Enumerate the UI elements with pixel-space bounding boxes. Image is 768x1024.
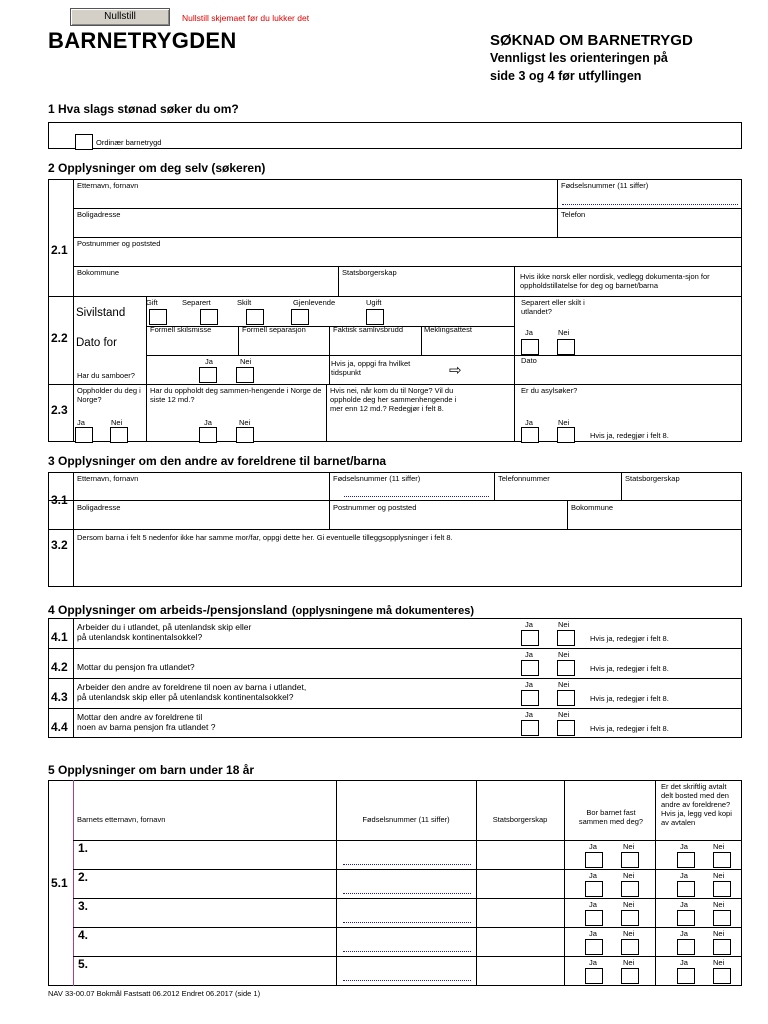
samboer-label: Har du samboer? — [77, 371, 135, 380]
bor-nei-checkbox[interactable] — [621, 881, 639, 897]
avtalt-ja-checkbox[interactable] — [677, 881, 695, 897]
nei-label: Nei — [623, 958, 635, 967]
nei-label: Nei — [111, 418, 123, 427]
s3-dersom-text: Dersom barna i felt 5 nedenfor ikke har samme mor/far, oppgi dette her. Gi eventuelle tilleggsopplysninger i felt 8. — [77, 533, 453, 542]
gjenlevende-checkbox[interactable] — [291, 309, 309, 325]
row-4-ja-checkbox[interactable] — [521, 630, 539, 646]
avtalt-ja-checkbox[interactable] — [677, 910, 695, 926]
row-4-question-2: på utenlandsk skip eller på utenlandsk kontinentalsokkel? — [77, 692, 294, 702]
ja-label: Ja — [680, 871, 688, 880]
nei-label: Nei — [623, 871, 635, 880]
telefon-label: Telefon — [561, 210, 586, 219]
oppholder-label: Oppholder du deg i Norge? — [77, 386, 141, 404]
nei-label: Nei — [713, 842, 725, 851]
s3-etternavn-label: Etternavn, fornavn — [77, 474, 139, 483]
child-fodselsnummer-input[interactable] — [343, 947, 471, 952]
ja-label: Ja — [525, 620, 533, 629]
row-3-1-number: 3.1 — [51, 493, 68, 507]
row-4-ja-checkbox[interactable] — [521, 720, 539, 736]
etternavn-label: Etternavn, fornavn — [77, 181, 139, 190]
ordinaer-checkbox[interactable] — [75, 134, 93, 150]
s3-boligadresse-label: Boligadresse — [77, 503, 121, 512]
form-subtitle-2: side 3 og 4 før utfyllingen — [490, 69, 642, 83]
fodselsnummer-label: Fødselsnummer (11 siffer) — [561, 181, 649, 190]
s3-telefonnummer-label: Telefonnummer — [498, 474, 550, 483]
bokommune-label: Bokommune — [77, 268, 120, 277]
s3-statsborgerskap-label: Statsborgerskap — [625, 474, 680, 483]
fodselsnummer-input[interactable] — [562, 200, 738, 205]
skilt-checkbox[interactable] — [246, 309, 264, 325]
arrow-right-icon: ⇨ — [449, 362, 462, 379]
form-subtitle-1: Vennligst les orienteringen på — [490, 51, 668, 65]
boligadresse-label: Boligadresse — [77, 210, 121, 219]
row-4-number: 4.3 — [51, 690, 68, 704]
footer: NAV 33-00.07 Bokmål Fastsatt 06.2012 Endret 06.2017 (side 1) — [48, 989, 261, 998]
nei-label: Nei — [558, 650, 570, 659]
oppholdt-nei-checkbox[interactable] — [236, 427, 254, 443]
ja-label: Ja — [525, 418, 533, 427]
row-4-ja-checkbox[interactable] — [521, 660, 539, 676]
separert-utland-ja-checkbox[interactable] — [521, 339, 539, 355]
child-row-number: 5. — [78, 957, 89, 971]
nei-label: Nei — [240, 357, 252, 366]
avtalt-ja-checkbox[interactable] — [677, 852, 695, 868]
row-5-1-number: 5.1 — [51, 876, 68, 890]
oppholder-nei-checkbox[interactable] — [110, 427, 128, 443]
s5-fodselsnummer-label: Fødselsnummer (11 siffer) — [362, 815, 450, 824]
separert-checkbox[interactable] — [200, 309, 218, 325]
reset-note: Nullstill skjemaet før du lukker det — [182, 13, 310, 23]
ja-label: Ja — [77, 418, 85, 427]
child-fodselsnummer-input[interactable] — [343, 918, 471, 923]
bor-ja-checkbox[interactable] — [585, 852, 603, 868]
tidspunkt-label: Hvis ja, oppgi fra hvilket tidspunkt — [331, 359, 411, 377]
s3-bokommune-label: Bokommune — [571, 503, 614, 512]
nei-label: Nei — [623, 842, 635, 851]
ja-label: Ja — [204, 418, 212, 427]
row-4-question-1: Arbeider den andre av foreldrene til noen av barna i utlandet, — [77, 682, 307, 692]
child-row-number: 3. — [78, 899, 89, 913]
row-4-number: 4.4 — [51, 720, 68, 734]
row-4-question-1: Arbeider du i utlandet, på utenlandsk skip eller — [77, 622, 252, 632]
bor-nei-checkbox[interactable] — [621, 968, 639, 984]
avtalt-label: Er det skriftlig avtalt delt bosted med den andre av foreldrene? Hvis ja, legg ved kopi av avtalen — [661, 782, 732, 827]
child-fodselsnummer-input[interactable] — [343, 889, 471, 894]
sivilstand-label: Sivilstand — [76, 307, 126, 319]
s3-fodselsnummer-label: Fødselsnummer (11 siffer) — [333, 474, 421, 483]
nei-label: Nei — [623, 900, 635, 909]
ja-label: Ja — [525, 680, 533, 689]
faktisk-samlivsbrudd-label: Faktisk samlivsbrudd — [333, 325, 404, 334]
ja-label: Ja — [589, 900, 597, 909]
oppholdt-ja-checkbox[interactable] — [199, 427, 217, 443]
formell-skilsmisse-label: Formell skilsmisse — [150, 325, 212, 334]
s3-fodselsnummer-input[interactable] — [344, 492, 489, 497]
child-row-number: 1. — [78, 841, 89, 855]
redegjor-note: Hvis ja, redegjør i felt 8. — [590, 634, 669, 643]
ugift-label: Ugift — [366, 298, 382, 307]
child-fodselsnummer-input[interactable] — [343, 860, 471, 865]
nei-label: Nei — [713, 929, 725, 938]
nei-label: Nei — [558, 418, 570, 427]
ja-label: Ja — [525, 328, 533, 337]
gift-label: Gift — [146, 298, 158, 307]
bor-ja-checkbox[interactable] — [585, 939, 603, 955]
row-4-nei-checkbox[interactable] — [557, 630, 575, 646]
section-1-heading: 1 Hva slags stønad søker du om? — [48, 102, 239, 116]
page-title: BARNETRYGDEN — [48, 28, 237, 53]
bor-ja-checkbox[interactable] — [585, 881, 603, 897]
nei-label: Nei — [558, 620, 570, 629]
reset-button[interactable]: Nullstill — [70, 8, 170, 26]
samboer-nei-checkbox[interactable] — [236, 367, 254, 383]
nei-label: Nei — [623, 929, 635, 938]
row-3-2-number: 3.2 — [51, 538, 68, 552]
ja-label: Ja — [680, 929, 688, 938]
separert-utland-nei-checkbox[interactable] — [557, 339, 575, 355]
gjenlevende-label: Gjenlevende — [293, 298, 336, 307]
bor-ja-checkbox[interactable] — [585, 968, 603, 984]
avtalt-nei-checkbox[interactable] — [713, 968, 731, 984]
dato-label: Dato — [521, 356, 537, 365]
skilt-label: Skilt — [237, 298, 252, 307]
row-4-question-1: Mottar den andre av foreldrene til — [77, 712, 203, 722]
barnets-navn-label: Barnets etternavn, fornavn — [77, 815, 166, 824]
ja-label: Ja — [589, 871, 597, 880]
row-4-number: 4.1 — [51, 630, 68, 644]
row-4-question-2: noen av barna pensjon fra utlandet ? — [77, 722, 216, 732]
avtalt-nei-checkbox[interactable] — [713, 910, 731, 926]
redegjor-note: Hvis ja, redegjør i felt 8. — [590, 664, 669, 673]
ja-label: Ja — [589, 958, 597, 967]
dato-for-label: Dato for — [76, 337, 117, 349]
section-4-heading: 4 Opplysninger om arbeids-/pensjonsland (opplysningene må dokumenteres) — [48, 603, 474, 617]
avtalt-nei-checkbox[interactable] — [713, 852, 731, 868]
statsborgerskap-label: Statsborgerskap — [342, 268, 397, 277]
s5-statsborgerskap-label: Statsborgerskap — [492, 815, 548, 824]
redegjor-note: Hvis ja, redegjør i felt 8. — [590, 694, 669, 703]
ja-label: Ja — [525, 650, 533, 659]
avtalt-nei-checkbox[interactable] — [713, 881, 731, 897]
bor-nei-checkbox[interactable] — [621, 910, 639, 926]
section-5-heading: 5 Opplysninger om barn under 18 år — [48, 763, 255, 777]
ordinaer-label: Ordinær barnetrygd — [96, 138, 162, 147]
ja-label: Ja — [680, 958, 688, 967]
bor-nei-checkbox[interactable] — [621, 939, 639, 955]
row-4-question-2: Mottar du pensjon fra utlandet? — [77, 662, 195, 672]
row-4-nei-checkbox[interactable] — [557, 660, 575, 676]
row-4-ja-checkbox[interactable] — [521, 690, 539, 706]
section-3-heading: 3 Opplysninger om den andre av foreldrene til barnet/barna — [48, 454, 387, 468]
bor-nei-checkbox[interactable] — [621, 852, 639, 868]
avtalt-ja-checkbox[interactable] — [677, 939, 695, 955]
separert-utland-label: Separert eller skilt i utlandet? — [521, 298, 585, 316]
separert-label: Separert — [182, 298, 211, 307]
oppholdt-label: Har du oppholdt deg sammen-hengende i Norge de siste 12 md.? — [150, 386, 322, 404]
row-4-question-2: på utenlandsk kontinentalsokkel? — [77, 632, 203, 642]
meklingsattest-label: Meklingsattest — [424, 325, 472, 334]
nei-label: Nei — [558, 680, 570, 689]
hvis-nei-label: Hvis nei, når kom du til Norge? Vil du oppholde deg her sammenhengende i mer enn 12 md.? Redegjør i felt 8. — [330, 386, 457, 413]
redegjor-note: Hvis ja, redegjør i felt 8. — [590, 724, 669, 733]
nei-label: Nei — [239, 418, 251, 427]
ja-label: Ja — [589, 842, 597, 851]
redegjor-note: Hvis ja, redegjør i felt 8. — [590, 431, 669, 440]
avtalt-nei-checkbox[interactable] — [713, 939, 731, 955]
ja-label: Ja — [525, 710, 533, 719]
row-2-3-number: 2.3 — [51, 403, 68, 417]
row-4-nei-checkbox[interactable] — [557, 720, 575, 736]
child-fodselsnummer-input[interactable] — [343, 976, 471, 981]
nei-label: Nei — [558, 710, 570, 719]
avtalt-ja-checkbox[interactable] — [677, 968, 695, 984]
asyl-ja-checkbox[interactable] — [521, 427, 539, 443]
samboer-ja-checkbox[interactable] — [199, 367, 217, 383]
row-4-nei-checkbox[interactable] — [557, 690, 575, 706]
row-2-1-number: 2.1 — [51, 243, 68, 257]
formell-separasjon-label: Formell separasjon — [242, 325, 306, 334]
row-2-2-number: 2.2 — [51, 331, 68, 345]
bor-barnet-label: Bor barnet fast sammen med deg? — [578, 808, 644, 826]
nei-label: Nei — [713, 900, 725, 909]
section-2-heading: 2 Opplysninger om deg selv (søkeren) — [48, 161, 266, 175]
row-4-number: 4.2 — [51, 660, 68, 674]
ja-label: Ja — [205, 357, 213, 366]
s3-postnummer-label: Postnummer og poststed — [333, 503, 417, 512]
asyl-label: Er du asylsøker? — [521, 386, 578, 395]
ugift-checkbox[interactable] — [366, 309, 384, 325]
postnummer-label: Postnummer og poststed — [77, 239, 161, 248]
gift-checkbox[interactable] — [149, 309, 167, 325]
oppholder-ja-checkbox[interactable] — [75, 427, 93, 443]
ja-label: Ja — [680, 900, 688, 909]
vedlegg-note: Hvis ikke norsk eller nordisk, vedlegg dokumenta-sjon for oppholdstillatelse for deg og barnet/barna — [520, 272, 710, 290]
ja-label: Ja — [680, 842, 688, 851]
child-row-number: 4. — [78, 928, 89, 942]
asyl-nei-checkbox[interactable] — [557, 427, 575, 443]
nei-label: Nei — [713, 871, 725, 880]
child-row-number: 2. — [78, 870, 89, 884]
bor-ja-checkbox[interactable] — [585, 910, 603, 926]
form-title: SØKNAD OM BARNETRYGD — [490, 32, 693, 49]
ja-label: Ja — [589, 929, 597, 938]
nei-label: Nei — [558, 328, 570, 337]
nei-label: Nei — [713, 958, 725, 967]
